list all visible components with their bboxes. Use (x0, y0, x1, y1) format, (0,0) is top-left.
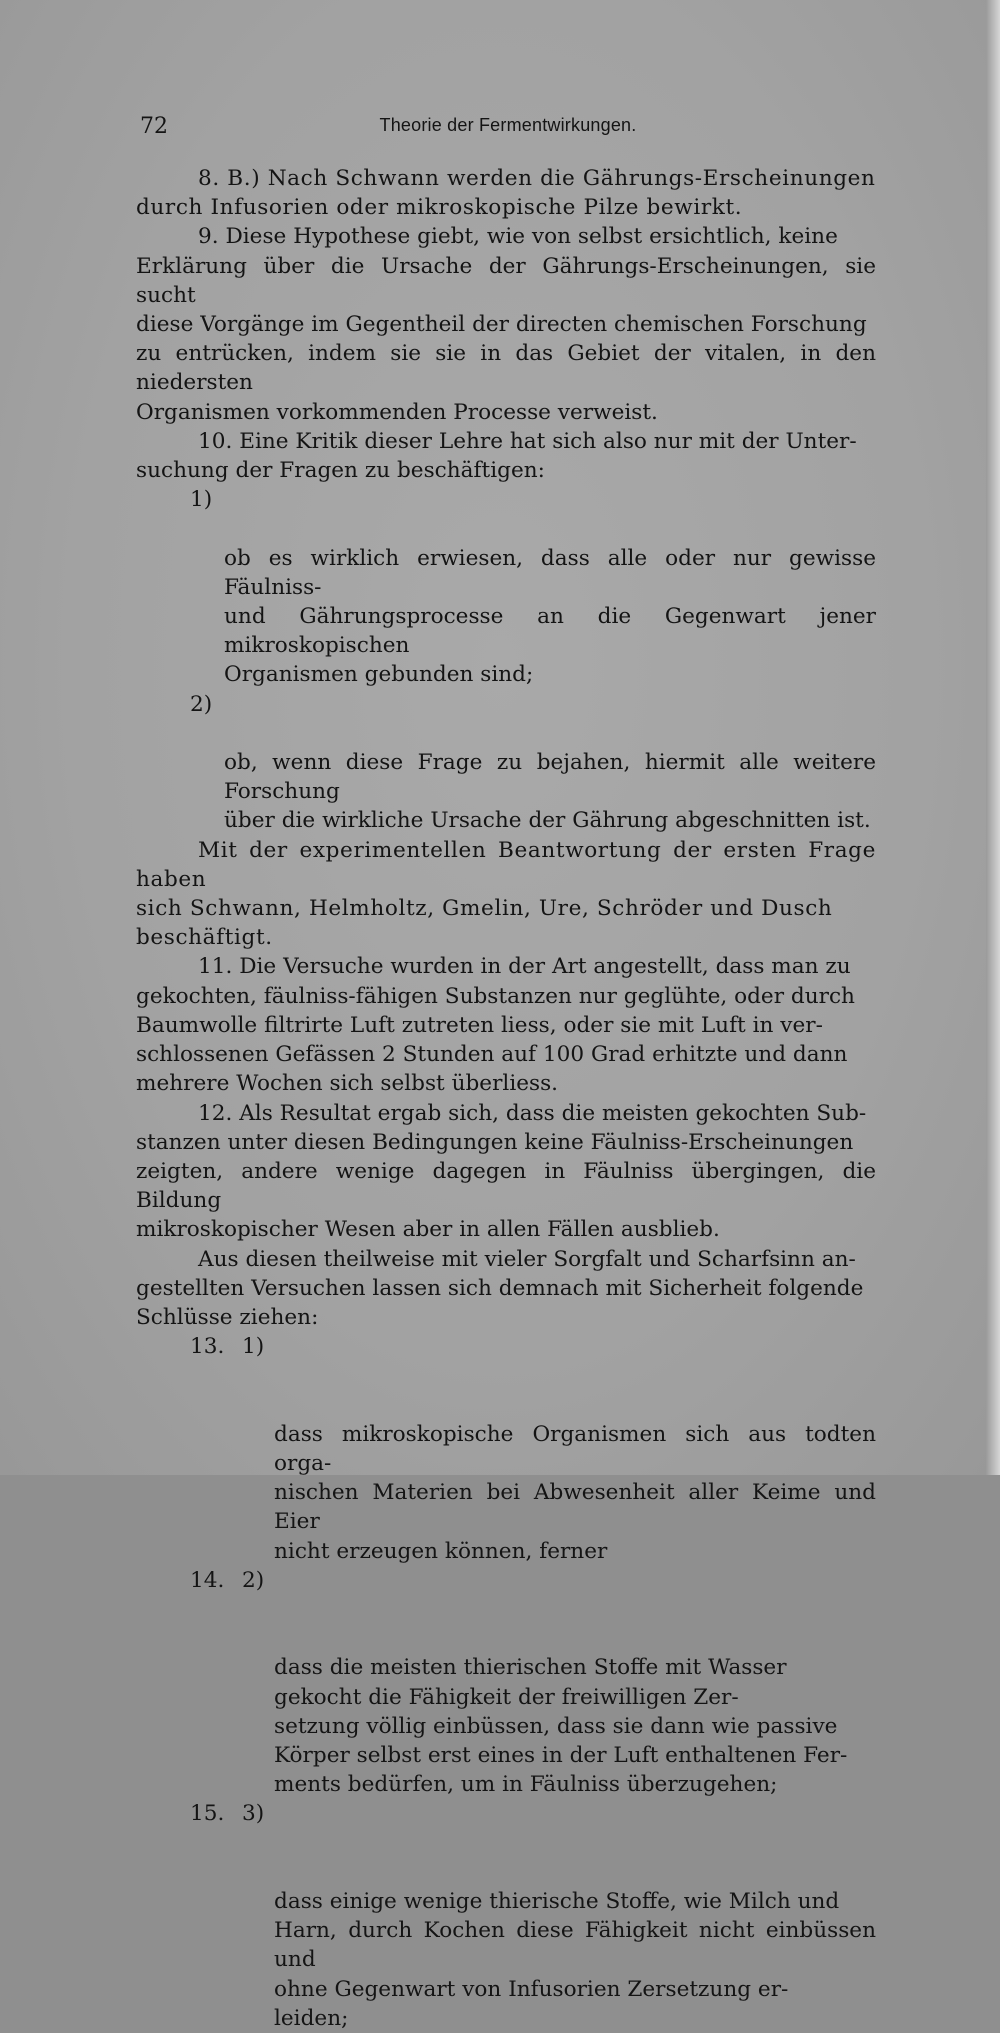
list-item-2 (136, 690, 876, 836)
list-text: ob, wenn diese Frage zu bejahen, hiermit alle weitere Forschung über die wirkliche Ursache der Gährung abgeschnitten ist. (224, 750, 876, 834)
item-number: 15. (190, 1801, 225, 1827)
paragraph-8: 8. B.) Nach Schwann werden die Gährungs-Erscheinungen durch Infusorien oder mikroskopische Pilze bewirkt. (136, 166, 876, 221)
page-edge (986, 0, 1000, 1475)
sub-number: 3) (242, 1801, 265, 1827)
item-text: dass einige wenige thierische Stoffe, wie Milch und Harn, durch Kochen diese Fähigkeit nicht einbüssen und ohne Gegenwart von Infusorien Zersetzung er- leiden; (274, 1888, 876, 2031)
numbered-item-13 (136, 1332, 876, 1566)
paragraph-10: 10. Eine Kritik dieser Lehre hat sich also nur mit der Unter- suchung der Fragen zu beschäftigen: (136, 428, 857, 484)
list-number: 2) (190, 691, 213, 717)
paragraph-12: 12. Als Resultat ergab sich, dass die meisten gekochten Sub- stanzen unter diesen Bedingungen keine Fäulniss-Erscheinungen zeigten, andere wenige dagegen in Fäulniss übergingen, die Bildung mikroskopischer Wesen aber in allen Fällen ausblieb. (136, 1100, 876, 1243)
sub-number: 2) (242, 1567, 265, 1593)
list-item-1 (136, 485, 876, 689)
page-number: 72 (140, 114, 168, 139)
item-text: dass mikroskopische Organismen sich aus todten orga- nischen Materien bei Abwesenheit aller Keime und Eier nicht erzeugen können, ferner (274, 1421, 876, 1564)
body-text (136, 164, 876, 2033)
item-number: 14. (190, 1567, 225, 1593)
paragraph-9: 9. Diese Hypothese giebt, wie von selbst ersichtlich, keine Erklärung über die Ursache der Gährungs-Erscheinungen, sie sucht diese Vorgänge im Gegentheil der directen chemischen Forschung zu entrücken, indem sie sie in das Gebiet der vitalen, in den niedersten Organismen vorkommenden Processe verweist. (136, 224, 876, 425)
running-title: Theorie der Fermentwirkungen. (379, 115, 637, 135)
paragraph-12b: Aus diesen theilweise mit vieler Sorgfalt und Scharfsinn an- gestellten Versuchen lassen sich demnach mit Sicherheit folgende Schlüsse ziehen: (136, 1246, 864, 1330)
page-header (138, 112, 878, 142)
item-number: 13. (190, 1334, 225, 1360)
numbered-item-14 (136, 1566, 876, 1800)
item-text: dass die meisten thierischen Stoffe mit Wasser gekocht die Fähigkeit der freiwilligen Zer- setzung völlig einbüssen, dass sie dann wie passive Körper selbst erst eines in der Luft enthaltenen Fer- ments bedürfen, um in Fäulniss überzugehen; (274, 1655, 848, 1798)
numbered-item-15 (136, 1799, 876, 2033)
sub-number: 1) (242, 1334, 265, 1360)
paragraph-10b: Mit der experimentellen Beantwortung der ersten Frage haben sich Schwann, Helmholtz, Gmelin, Ure, Schröder und Dusch beschäftigt. (136, 837, 876, 951)
list-number: 1) (190, 487, 213, 513)
paragraph-11: 11. Die Versuche wurden in der Art angestellt, dass man zu gekochten, fäulniss-fähigen Substanzen nur geglühte, oder durch Baumwolle filtrirte Luft zutreten liess, oder sie mit Luft in ver- schlossenen Gefässen 2 Stunden auf 100 Grad erhitzte und dann mehrere Wochen sich selbst überliess. (136, 954, 855, 1097)
list-text: ob es wirklich erwiesen, dass alle oder nur gewisse Fäulniss- und Gährungsprocesse an die Gegenwart jener mikroskopischen Organismen gebunden sind; (224, 545, 876, 688)
